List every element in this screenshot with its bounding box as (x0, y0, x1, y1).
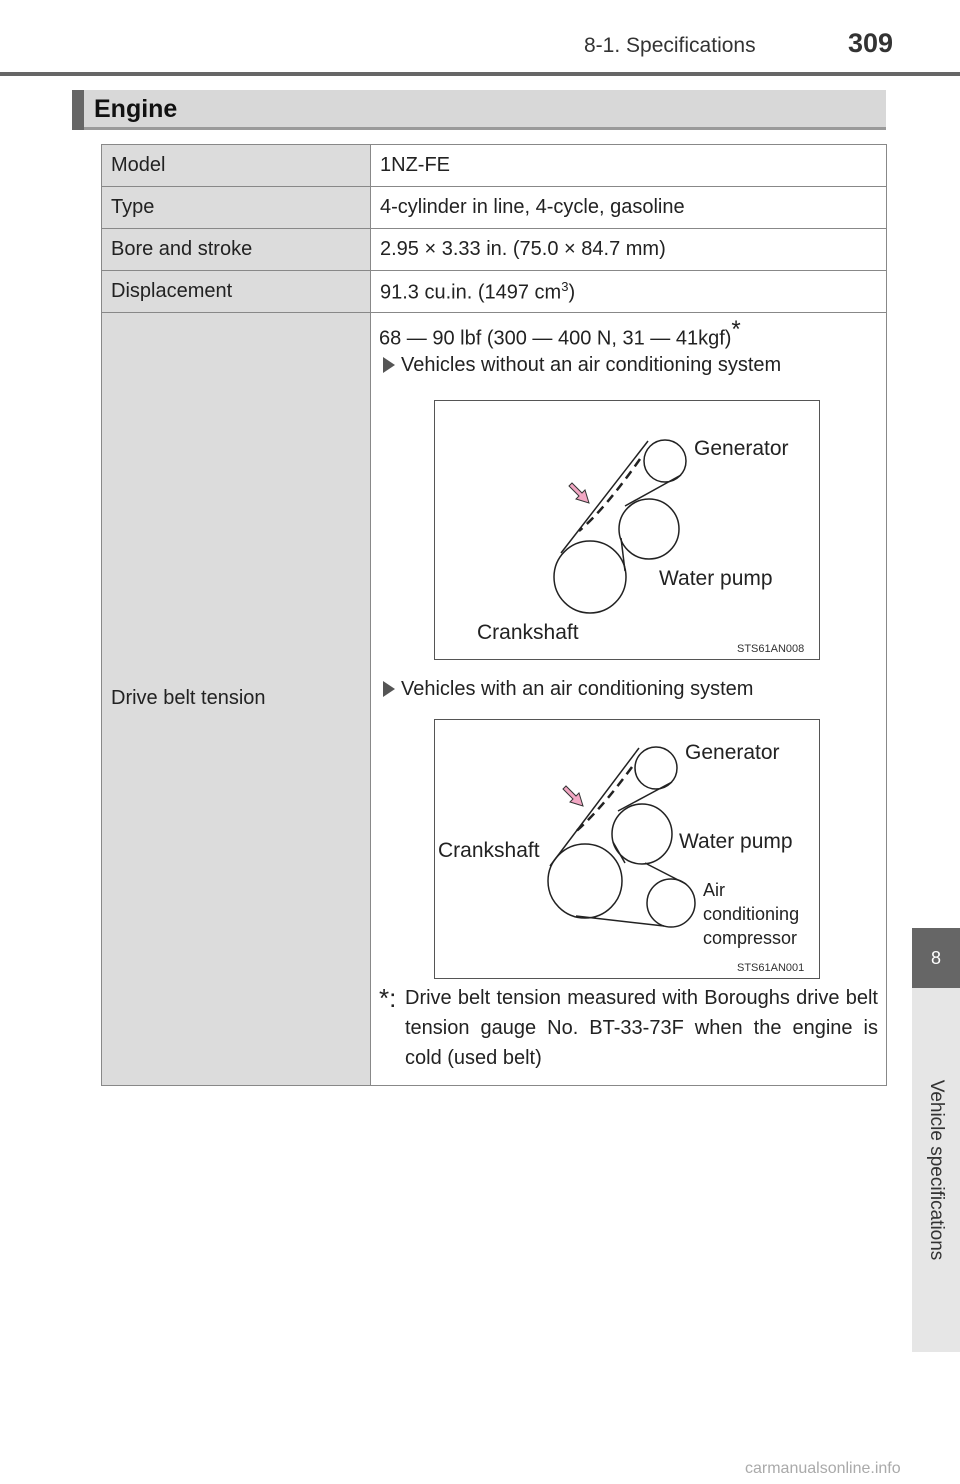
footnote-text: Drive belt tension measured with Boroughs drive belt tension gauge No. BT-33-73F when the engine is cold (used belt) (405, 986, 878, 1069)
triangle-bullet-icon (383, 357, 395, 373)
row-label: Displacement (102, 271, 371, 313)
ac-line-2: conditioning (703, 903, 800, 924)
footnote (379, 983, 878, 1073)
table-row (102, 145, 887, 187)
header-rule (0, 72, 960, 76)
table-row (102, 187, 887, 229)
label-water-pump: Water pump (659, 566, 773, 590)
label-generator: Generator (694, 436, 789, 460)
displacement-superscript: 3 (561, 278, 569, 294)
watermark: carmanualsonline.info (745, 1460, 901, 1477)
with-ac-text: Vehicles with an air conditioning system (401, 677, 754, 700)
without-ac-heading (379, 352, 878, 378)
row-label: Model (102, 145, 371, 187)
row-label: Type (102, 187, 371, 229)
row-value: 4-cylinder in line, 4-cycle, gasoline (371, 187, 887, 229)
chapter-number: 8 (930, 948, 941, 968)
row-label: Drive belt tension (102, 313, 371, 1086)
table-row-drive-belt (102, 313, 887, 1086)
spec-table (101, 144, 887, 1086)
section-title: Engine (94, 95, 178, 123)
row-value-drive-belt (371, 313, 887, 1086)
chapter-tab[interactable] (912, 928, 960, 988)
figure-code: STS61AN008 (737, 642, 805, 655)
row-label: Bore and stroke (102, 229, 371, 271)
label-ac-compressor (703, 878, 799, 950)
section-heading-bar (72, 90, 886, 130)
tension-value (379, 317, 878, 352)
ac-line-3: compressor (703, 927, 798, 948)
label-water-pump: Water pump (679, 829, 793, 853)
tension-text: 68 — 90 lbf (300 — 400 N, 31 — 41kgf) (379, 327, 732, 350)
table-row (102, 271, 887, 313)
header-section-title: 8-1. Specifications (584, 34, 756, 57)
label-crankshaft: Crankshaft (477, 620, 579, 644)
chapter-label: Vehicle specifications (926, 1079, 947, 1261)
displacement-suffix: ) (568, 281, 576, 304)
belt-diagram-with-ac (434, 719, 820, 979)
figure-code: STS61AN001 (737, 961, 805, 974)
row-value: 2.95 × 3.33 in. (75.0 × 84.7 mm) (371, 229, 887, 271)
ac-line-1: Air (703, 879, 725, 900)
label-crankshaft: Crankshaft (438, 838, 540, 862)
label-generator: Generator (685, 740, 780, 764)
page-number: 309 (848, 28, 894, 58)
footnote-mark: *: (379, 982, 397, 1013)
tension-footnote-mark: * (731, 316, 741, 343)
table-row (102, 229, 887, 271)
belt-diagram-without-ac (434, 400, 820, 660)
displacement-prefix: 91.3 cu.in. (1497 cm (380, 281, 562, 304)
with-ac-heading (379, 676, 878, 702)
row-value: 1NZ-FE (371, 145, 887, 187)
section-accent (72, 90, 84, 130)
triangle-bullet-icon (383, 681, 395, 697)
without-ac-text: Vehicles without an air conditioning system (401, 353, 782, 376)
row-value (371, 271, 887, 313)
